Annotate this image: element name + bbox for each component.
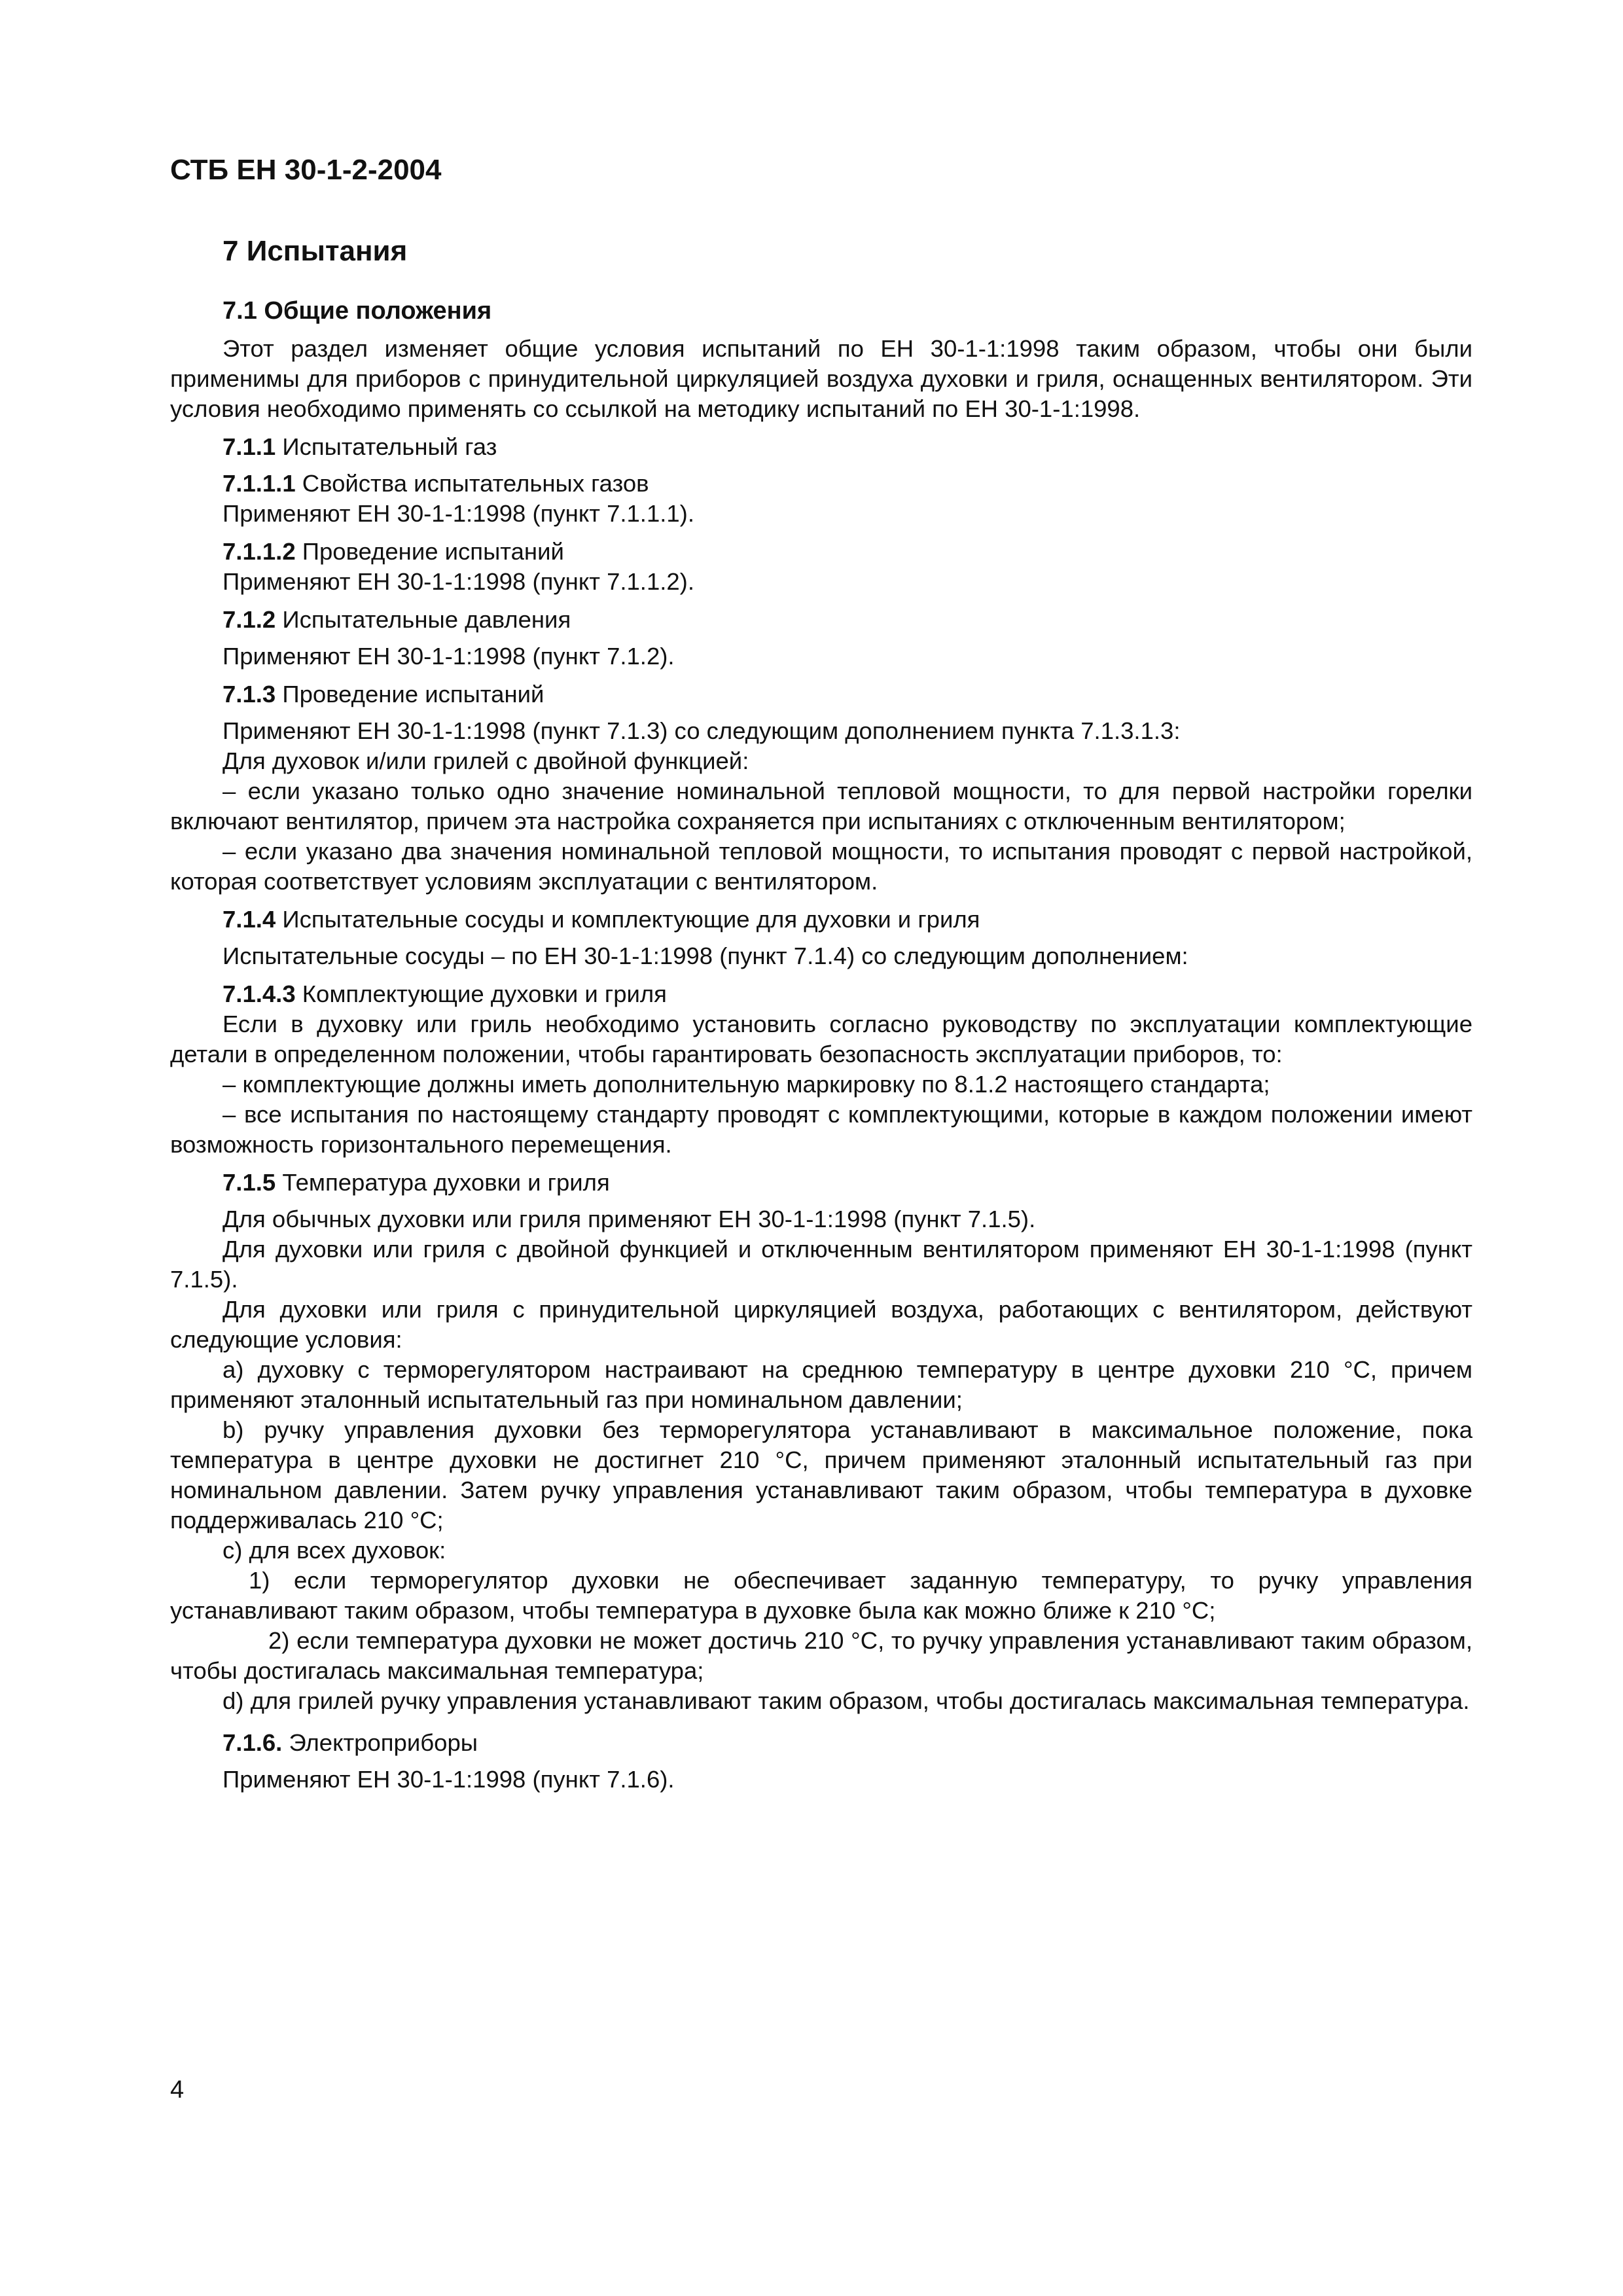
clause-title: Испытательные давления bbox=[276, 606, 571, 633]
clause-7-1-5-item-c: c) для всех духовок: bbox=[223, 1537, 446, 1564]
clause-7-1-3-text-2: Для духовок и/или грилей с двойной функцией: bbox=[223, 747, 749, 774]
clause-7-1-5-item-a: a) духовку с терморегулятором настраивают на среднюю температуру в центре духовки 210 °С, причем применяют эталонный испытательный газ при номинальном давлении; bbox=[170, 1356, 1472, 1413]
clause-7-1-1-2-heading bbox=[223, 537, 1472, 567]
clause-title: Испытательный газ bbox=[276, 433, 497, 460]
clause-7-1-5-item-c2: 2) если температура духовки не может достичь 210 °С, то ручку управления устанавливают таким образом, чтобы достигалась максимальная температура; bbox=[170, 1627, 1472, 1684]
clause-7-1-1-2-text: Применяют ЕН 30-1-1:1998 (пункт 7.1.1.2). bbox=[223, 568, 694, 595]
clause-title: Температура духовки и гриля bbox=[276, 1169, 610, 1196]
clause-title: Электроприборы bbox=[282, 1729, 478, 1756]
clause-number: 7.1.1.1 bbox=[223, 470, 296, 497]
clause-7-1-4-3-list-item-2: – все испытания по настоящему стандарту проводят с комплектующими, которые в каждом положении имеют возможность горизонтального перемещения. bbox=[170, 1101, 1472, 1158]
clause-number: 7.1.5 bbox=[223, 1169, 276, 1196]
clause-7-1-5-text-2: Для духовки или гриля с двойной функцией и отключенным вентилятором применяют ЕН 30-1-1:1998 (пункт 7.1.5). bbox=[170, 1236, 1472, 1293]
clause-title: Комплектующие духовки и гриля bbox=[295, 980, 667, 1007]
document-code-header: СТБ ЕН 30-1-2-2004 bbox=[170, 154, 442, 186]
clause-title: Свойства испытательных газов bbox=[295, 470, 649, 497]
clause-7-1-4-text: Испытательные сосуды – по ЕН 30-1-1:1998 (пункт 7.1.4) со следующим дополнением: bbox=[223, 942, 1188, 969]
clause-7-1-1-heading bbox=[223, 432, 1472, 462]
clause-number: 7.1.3 bbox=[223, 681, 276, 708]
clause-number: 7.1.1.2 bbox=[223, 538, 296, 565]
section-title: 7 Испытания bbox=[223, 235, 408, 267]
clause-title: Проведение испытаний bbox=[295, 538, 564, 565]
clause-title: Испытательные сосуды и комплектующие для духовки и гриля bbox=[276, 906, 980, 933]
clause-7-1-5-heading bbox=[223, 1168, 1472, 1198]
clause-number: 7.1.1 bbox=[223, 433, 276, 460]
clause-7-1-3-list-item-1: – если указано только одно значение номинальной тепловой мощности, то для первой настройки горелки включают вентилятор, причем эта настройка сохраняется при испытаниях с отключенным вентилятором; bbox=[170, 778, 1472, 834]
clause-7-1-4-3-heading bbox=[223, 979, 1472, 1009]
clause-7-1-4-3-list-item-1: – комплектующие должны иметь дополнительную маркировку по 8.1.2 настоящего стандарта; bbox=[223, 1071, 1270, 1098]
clause-7-1-6-heading bbox=[223, 1728, 1472, 1758]
clause-7-1-3-heading bbox=[223, 679, 1472, 709]
clause-number: 7.1.2 bbox=[223, 606, 276, 633]
clause-7-1-1-1-text: Применяют ЕН 30-1-1:1998 (пункт 7.1.1.1). bbox=[223, 500, 694, 527]
clause-7-1-4-3-text: Если в духовку или гриль необходимо установить согласно руководству по эксплуатации комплектующие детали в определенном положении, чтобы гарантировать безопасность эксплуатации приборов, то: bbox=[170, 1011, 1472, 1067]
clause-number: 7.1.4.3 bbox=[223, 980, 296, 1007]
intro-paragraph: Этот раздел изменяет общие условия испытаний по ЕН 30-1-1:1998 таким образом, чтобы они были применимы для приборов с принудительной циркуляцией воздуха духовки и гриля, оснащенных вентилятором. Эти условия необходимо применять со ссылкой на методику испытаний по ЕН 30-1-1:1998. bbox=[170, 335, 1472, 422]
clause-7-1-4-heading bbox=[223, 905, 1472, 935]
clause-7-1-5-item-d: d) для грилей ручку управления устанавливают таким образом, чтобы достигалась максимальная температура. bbox=[223, 1687, 1470, 1714]
clause-7-1-1-1-heading bbox=[223, 469, 1472, 499]
clause-7-1-5-text-1: Для обычных духовки или гриля применяют ЕН 30-1-1:1998 (пункт 7.1.5). bbox=[223, 1206, 1036, 1232]
page-number: 4 bbox=[170, 2076, 185, 2104]
clause-7-1-3-text-1: Применяют ЕН 30-1-1:1998 (пункт 7.1.3) со следующим дополнением пункта 7.1.3.1.3: bbox=[223, 717, 1181, 744]
clause-7-1-5-text-3: Для духовки или гриля с принудительной циркуляцией воздуха, работающих с вентилятором, действуют следующие условия: bbox=[170, 1296, 1472, 1353]
clause-7-1-6-text: Применяют ЕН 30-1-1:1998 (пункт 7.1.6). bbox=[223, 1766, 675, 1793]
clause-7-1-2-text: Применяют ЕН 30-1-1:1998 (пункт 7.1.2). bbox=[223, 643, 675, 670]
subsection-title: 7.1 Общие положения bbox=[223, 297, 492, 325]
clause-7-1-5-item-b: b) ручку управления духовки без терморегулятора устанавливают в максимальное положение, пока температура в центре духовки не достигнет 210 °С, причем применяют эталонный испытательный газ при номинальном давлении. Затем ручку управления устанавливают таким образом, чтобы температура в духовке поддерживалась 210 °С; bbox=[170, 1416, 1472, 1534]
clause-7-1-5-item-c1: 1) если терморегулятор духовки не обеспечивает заданную температуру, то ручку управления устанавливают таким образом, чтобы температура в духовке была как можно ближе к 210 °С; bbox=[170, 1567, 1472, 1624]
clause-7-1-3-list-item-2: – если указано два значения номинальной тепловой мощности, то испытания проводят с первой настройкой, которая соответствует условиям эксплуатации с вентилятором. bbox=[170, 838, 1472, 895]
clause-title: Проведение испытаний bbox=[276, 681, 544, 708]
document-page bbox=[170, 152, 1472, 1795]
clause-number: 7.1.6. bbox=[223, 1729, 283, 1756]
clause-number: 7.1.4 bbox=[223, 906, 276, 933]
clause-7-1-2-heading bbox=[223, 605, 1472, 635]
